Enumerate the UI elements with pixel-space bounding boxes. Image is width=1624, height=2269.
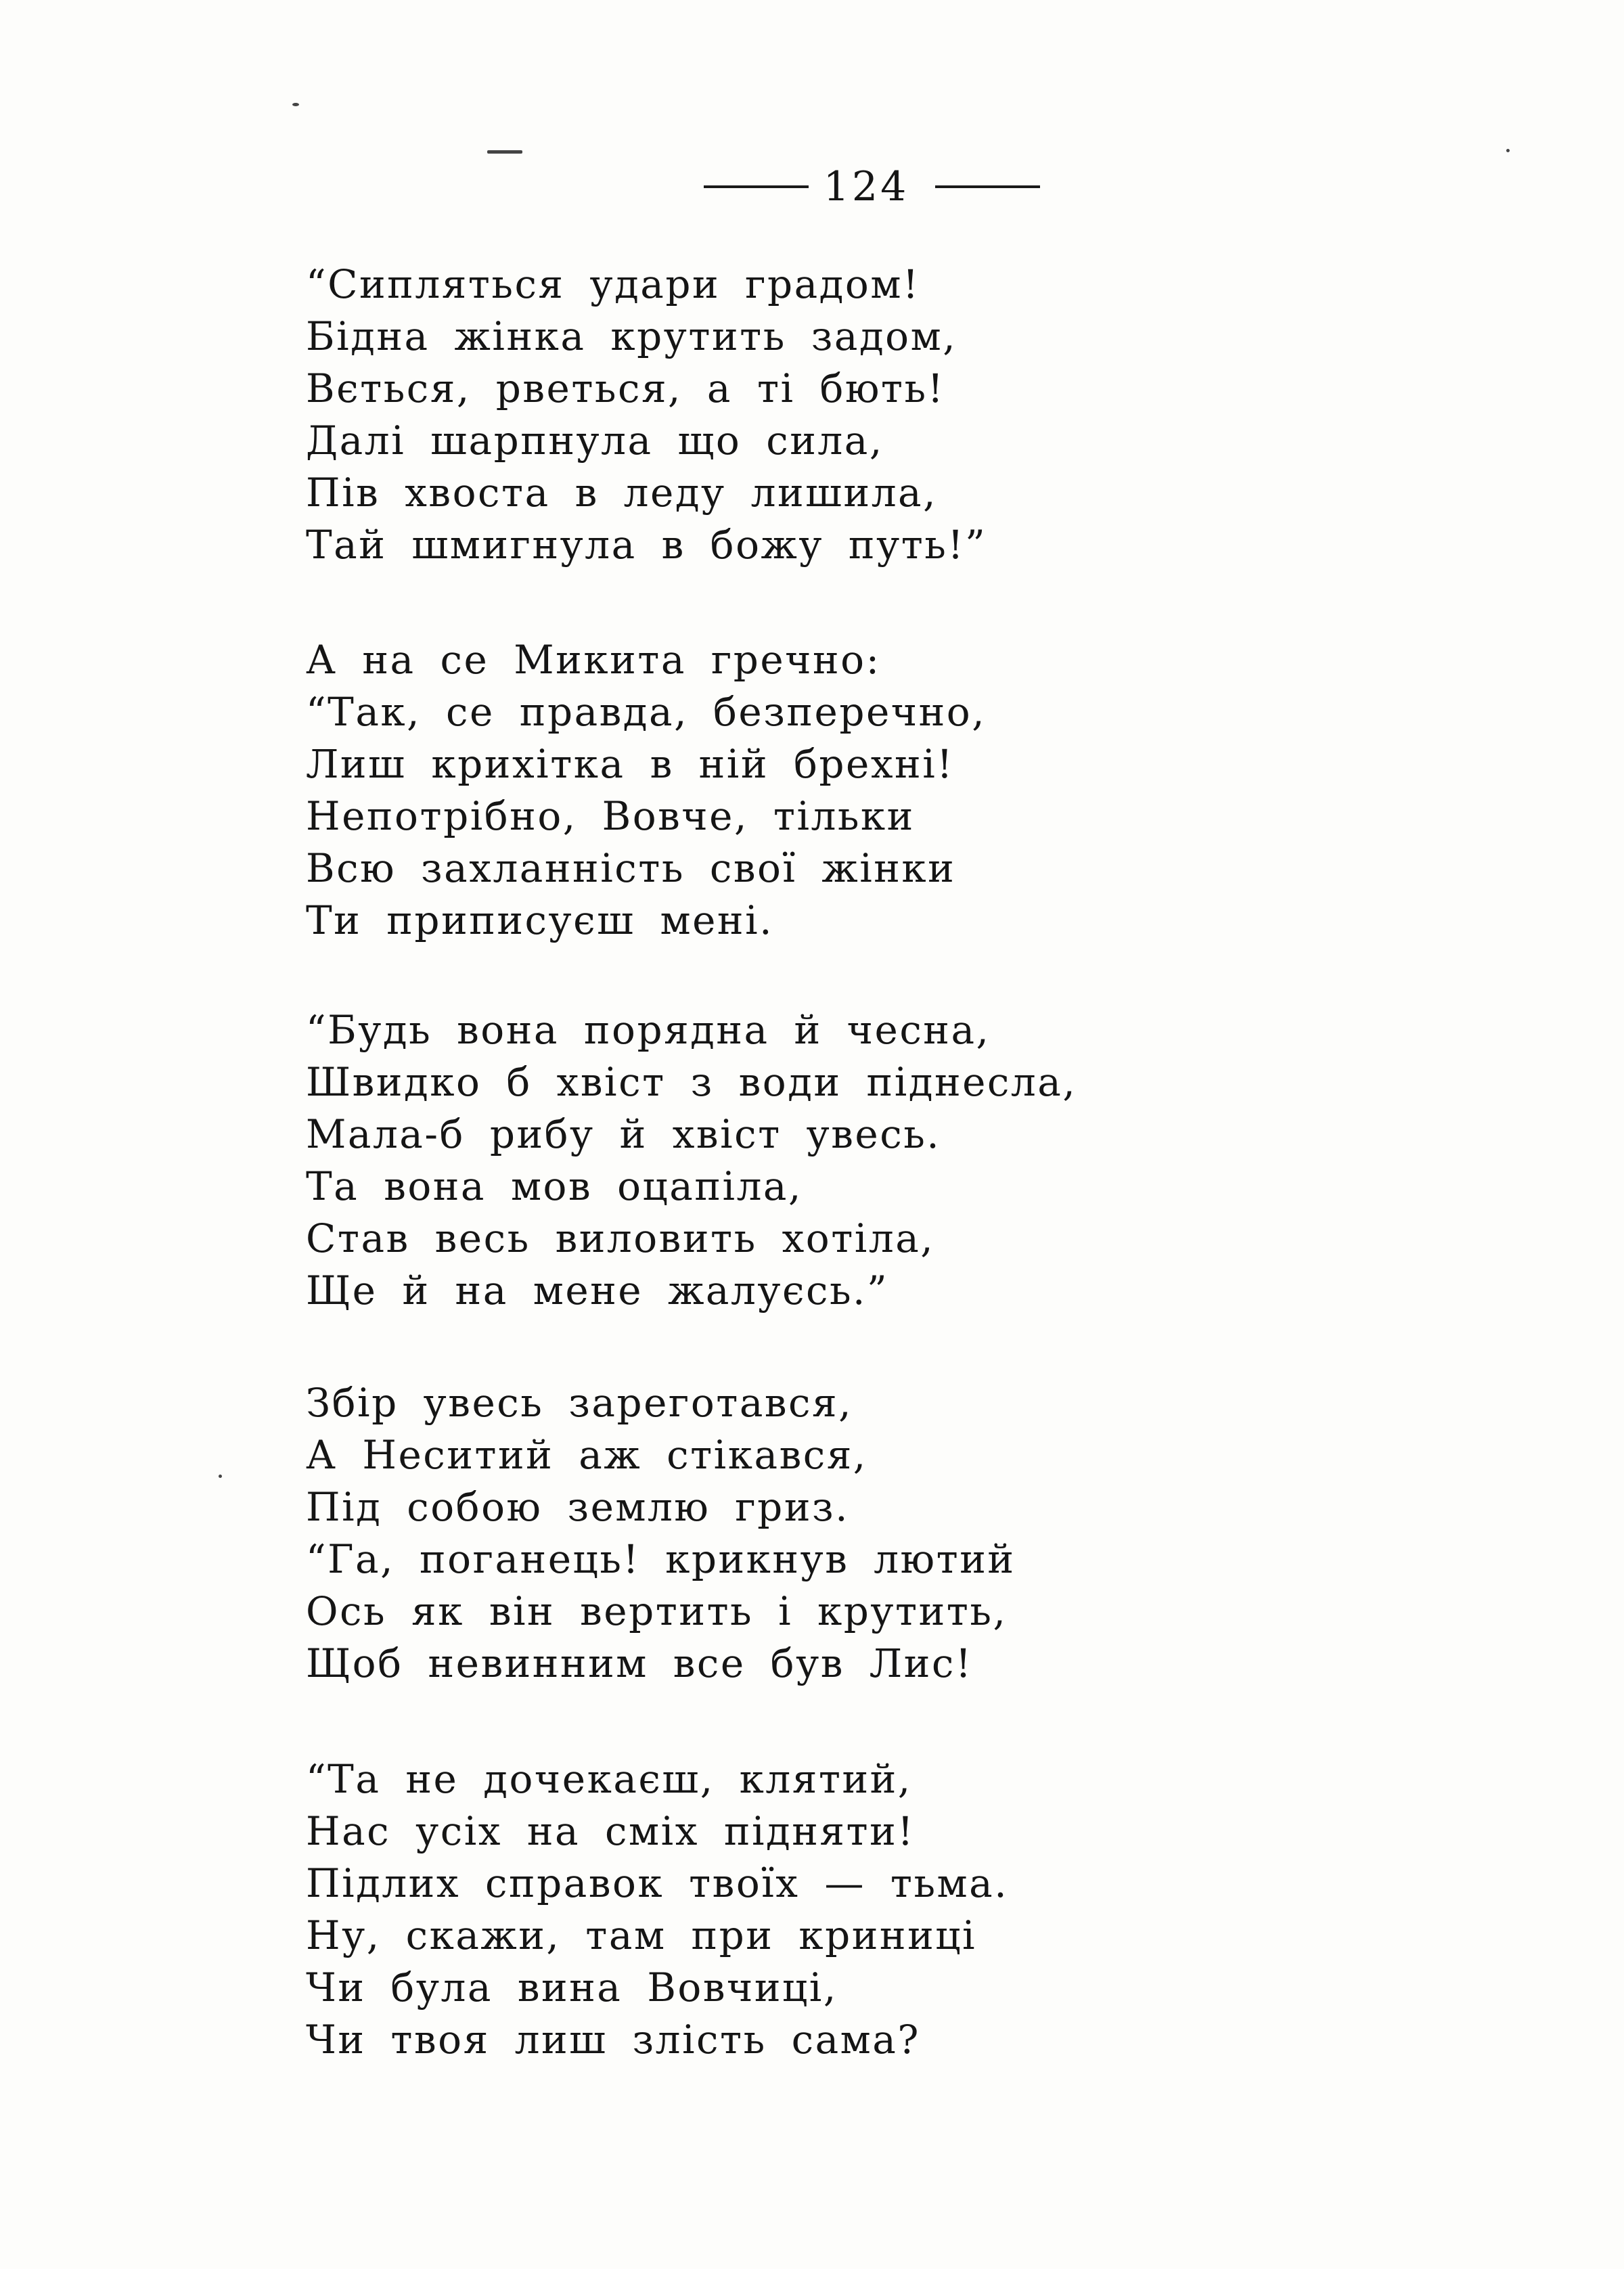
verse-line: Ось як він вертить і крутить,: [306, 1588, 1008, 1634]
verse-line: Під собою землю гриз.: [306, 1484, 850, 1530]
page-header: [0, 153, 1624, 221]
verse-line: Далі шарпнула що сила,: [306, 418, 884, 464]
verse-line: Збір увесь зареготався,: [306, 1380, 853, 1426]
verse-line: Всю захланність свої жінки: [306, 845, 956, 891]
verse-line: Ти приписуєш мені.: [306, 897, 774, 943]
stanza-1: [306, 259, 987, 571]
scan-speck: [1506, 149, 1510, 152]
verse-line: “Сипляться удари градом!: [306, 261, 920, 307]
header-dash-left: [704, 185, 809, 188]
verse-line: “Та не дочекаєш, клятий,: [306, 1756, 912, 1802]
verse-line: Швидко б хвіст з води піднесла,: [306, 1059, 1077, 1105]
verse-line: Чи твоя лиш злість сама?: [306, 2017, 920, 2063]
verse-line: А на се Микита гречно:: [306, 637, 881, 683]
verse-line: Став весь виловить хотіла,: [306, 1215, 935, 1261]
verse-line: Тай шмигнула в божу путь!”: [306, 522, 987, 568]
verse-line: Та вона мов оцапіла,: [306, 1163, 803, 1209]
verse-line: Підлих справок твоїх — тьма.: [306, 1860, 1009, 1906]
verse-line: Пів хвоста в леду лишила,: [306, 470, 938, 516]
scan-speck: [219, 1475, 222, 1478]
stanza-4: [306, 1377, 1016, 1690]
verse-line: А Неситий аж стікався,: [306, 1432, 867, 1478]
scan-speck: [292, 103, 299, 106]
stanza-3: [306, 1004, 1077, 1317]
verse-line: Нас усіх на сміх підняти!: [306, 1808, 916, 1854]
header-dash-right: [935, 185, 1040, 188]
stanza-2: [306, 634, 986, 947]
stanza-5: [306, 1753, 1008, 2066]
verse-line: Вється, рветься, а ті бють!: [306, 365, 945, 411]
verse-line: “Будь вона порядна й чесна,: [306, 1007, 991, 1053]
verse-line: Ну, скажи, там при криниці: [306, 1912, 977, 1958]
verse-line: Ще й на мене жалуєсь.”: [306, 1267, 889, 1313]
verse-line: “Так, се правда, безперечно,: [306, 689, 987, 735]
page-number: 124: [823, 163, 909, 210]
verse-line: Лиш крихітка в ній брехні!: [306, 741, 955, 787]
verse-line: Щоб невинним все був Лис!: [306, 1640, 973, 1686]
scan-speck: [487, 150, 522, 154]
verse-line: Бідна жінка крутить задом,: [306, 313, 957, 359]
verse-line: Чи була вина Вовчиці,: [306, 1964, 838, 2010]
verse-line: “Га, поганець! крикнув лютий: [306, 1536, 1016, 1582]
verse-line: Мала-б рибу й хвіст увесь.: [306, 1111, 941, 1157]
verse-line: Непотрібно, Вовче, тільки: [306, 793, 915, 839]
